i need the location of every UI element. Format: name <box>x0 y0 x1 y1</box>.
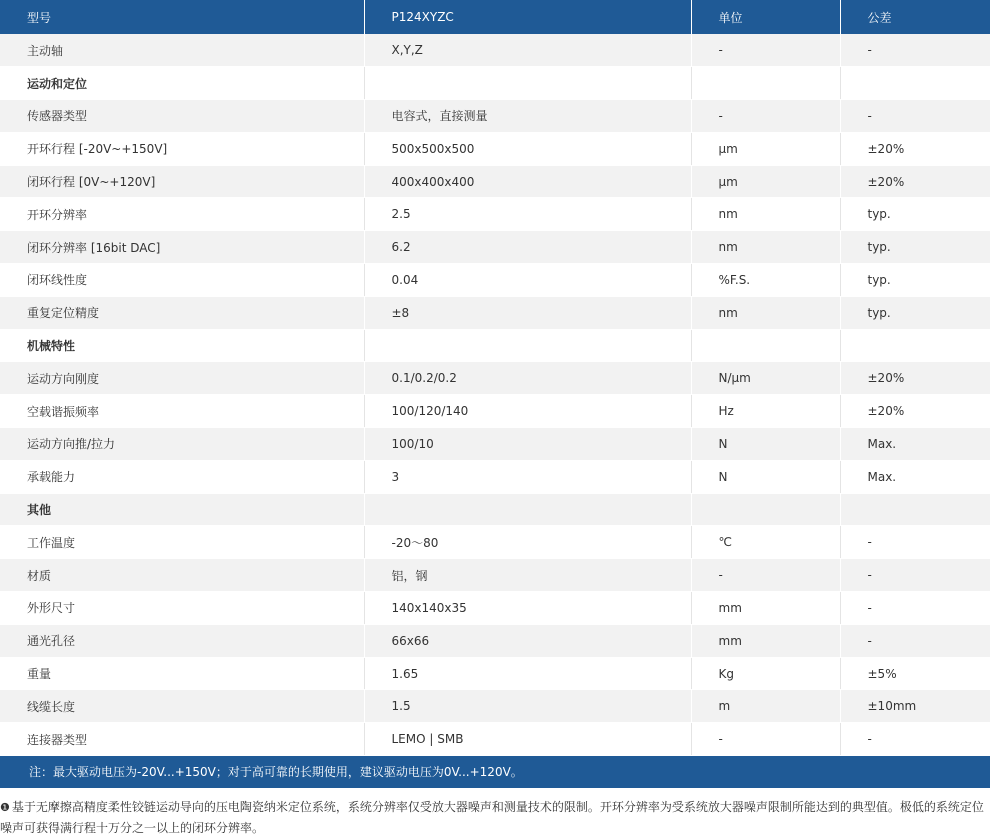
cell-value: ±8 <box>364 296 691 329</box>
table-row <box>0 165 990 198</box>
cell-tolerance: ±20% <box>840 165 990 198</box>
footnote <box>0 797 990 839</box>
table-row <box>0 132 990 165</box>
cell-value: 66x66 <box>364 624 691 657</box>
cell-tolerance: typ. <box>840 264 990 297</box>
section-title: 运动和定位 <box>0 67 364 100</box>
cell-value: -20～80 <box>364 526 691 559</box>
table-row <box>0 657 990 690</box>
cell-unit: Kg <box>691 657 840 690</box>
table-row <box>0 526 990 559</box>
cell-unit: mm <box>691 592 840 625</box>
cell-tolerance: ±20% <box>840 362 990 395</box>
footer-note: 注：最大驱动电压为-20V...+150V；对于高可靠的长期使用，建议驱动电压为0V...+120V。 <box>0 756 990 788</box>
cell-tolerance: typ. <box>840 231 990 264</box>
table-row <box>0 264 990 297</box>
cell-unit: nm <box>691 296 840 329</box>
table-row <box>0 100 990 133</box>
section-row <box>0 329 990 362</box>
header-model: 型号 <box>0 0 364 34</box>
cell-unit <box>691 67 840 100</box>
spec-table-body <box>0 34 990 756</box>
cell-unit: m <box>691 690 840 723</box>
cell-tolerance: - <box>840 559 990 592</box>
cell-value: 100/10 <box>364 428 691 461</box>
cell-value: 1.5 <box>364 690 691 723</box>
cell-param: 材质 <box>0 559 364 592</box>
cell-value: 140x140x35 <box>364 592 691 625</box>
spec-table-header <box>0 0 990 34</box>
cell-param: 空载谐振频率 <box>0 395 364 428</box>
cell-param: 承载能力 <box>0 460 364 493</box>
footnote-text: 基于无摩擦高精度柔性铰链运动导向的压电陶瓷纳米定位系统，系统分辨率仅受放大器噪声和测量技术的限制。开环分辨率为受系统放大器噪声限制所能达到的典型值。极低的系统定位噪声可获得满行程十万分之一以上的闭环分辨率。 <box>0 800 984 835</box>
table-row <box>0 559 990 592</box>
cell-unit: nm <box>691 231 840 264</box>
cell-tolerance <box>840 493 990 526</box>
section-row <box>0 493 990 526</box>
header-tolerance: 公差 <box>840 0 990 34</box>
cell-tolerance: ±20% <box>840 132 990 165</box>
cell-value: 6.2 <box>364 231 691 264</box>
cell-value: 500x500x500 <box>364 132 691 165</box>
cell-unit: Hz <box>691 395 840 428</box>
table-row <box>0 395 990 428</box>
cell-param: 工作温度 <box>0 526 364 559</box>
footer-row <box>0 756 990 788</box>
cell-value: 电容式，直接测量 <box>364 100 691 133</box>
cell-param: 闭环线性度 <box>0 264 364 297</box>
section-row <box>0 67 990 100</box>
table-row <box>0 231 990 264</box>
cell-param: 运动方向推/拉力 <box>0 428 364 461</box>
cell-value: 0.04 <box>364 264 691 297</box>
table-row <box>0 723 990 756</box>
cell-value: LEMO | SMB <box>364 723 691 756</box>
cell-tolerance: - <box>840 592 990 625</box>
section-title: 机械特性 <box>0 329 364 362</box>
cell-param: 开环行程 [-20V~+150V] <box>0 132 364 165</box>
table-row <box>0 690 990 723</box>
cell-param: 线缆长度 <box>0 690 364 723</box>
cell-tolerance: - <box>840 723 990 756</box>
cell-unit: - <box>691 34 840 67</box>
cell-param: 运动方向刚度 <box>0 362 364 395</box>
cell-value: 1.65 <box>364 657 691 690</box>
cell-param: 通光孔径 <box>0 624 364 657</box>
cell-param: 主动轴 <box>0 34 364 67</box>
cell-tolerance: ±20% <box>840 395 990 428</box>
cell-tolerance <box>840 67 990 100</box>
cell-param: 闭环分辨率 [16bit DAC] <box>0 231 364 264</box>
cell-tolerance: - <box>840 624 990 657</box>
cell-value <box>364 329 691 362</box>
cell-param: 开环分辨率 <box>0 198 364 231</box>
cell-unit: N <box>691 460 840 493</box>
cell-tolerance: - <box>840 100 990 133</box>
cell-tolerance: - <box>840 526 990 559</box>
cell-value: 100/120/140 <box>364 395 691 428</box>
cell-unit: - <box>691 723 840 756</box>
cell-value: 铝，钢 <box>364 559 691 592</box>
table-row <box>0 624 990 657</box>
cell-tolerance: ±10mm <box>840 690 990 723</box>
cell-value: 0.1/0.2/0.2 <box>364 362 691 395</box>
cell-tolerance: Max. <box>840 460 990 493</box>
cell-value: X,Y,Z <box>364 34 691 67</box>
cell-tolerance: - <box>840 34 990 67</box>
table-row <box>0 428 990 461</box>
table-row <box>0 296 990 329</box>
cell-value: 2.5 <box>364 198 691 231</box>
cell-unit: nm <box>691 198 840 231</box>
cell-unit: - <box>691 100 840 133</box>
header-row <box>0 0 990 34</box>
table-row <box>0 460 990 493</box>
cell-tolerance: ±5% <box>840 657 990 690</box>
cell-value: 3 <box>364 460 691 493</box>
cell-unit: ℃ <box>691 526 840 559</box>
cell-value <box>364 67 691 100</box>
cell-param: 闭环行程 [0V~+120V] <box>0 165 364 198</box>
spec-table-footer <box>0 756 990 788</box>
cell-tolerance: Max. <box>840 428 990 461</box>
cell-unit: %F.S. <box>691 264 840 297</box>
cell-unit <box>691 493 840 526</box>
cell-unit: μm <box>691 132 840 165</box>
table-row <box>0 362 990 395</box>
cell-param: 外形尺寸 <box>0 592 364 625</box>
section-title: 其他 <box>0 493 364 526</box>
table-row <box>0 198 990 231</box>
table-row <box>0 592 990 625</box>
cell-value: 400x400x400 <box>364 165 691 198</box>
cell-param: 传感器类型 <box>0 100 364 133</box>
cell-unit: N <box>691 428 840 461</box>
cell-unit: N/μm <box>691 362 840 395</box>
header-product: P124XYZC <box>364 0 691 34</box>
cell-unit: - <box>691 559 840 592</box>
table-row <box>0 34 990 67</box>
cell-param: 连接器类型 <box>0 723 364 756</box>
cell-param: 重复定位精度 <box>0 296 364 329</box>
cell-tolerance: typ. <box>840 198 990 231</box>
header-unit: 单位 <box>691 0 840 34</box>
cell-tolerance: typ. <box>840 296 990 329</box>
cell-param: 重量 <box>0 657 364 690</box>
cell-unit: μm <box>691 165 840 198</box>
footnote-bullet-icon: ❶ <box>0 801 10 814</box>
cell-unit: mm <box>691 624 840 657</box>
cell-unit <box>691 329 840 362</box>
cell-value <box>364 493 691 526</box>
cell-tolerance <box>840 329 990 362</box>
